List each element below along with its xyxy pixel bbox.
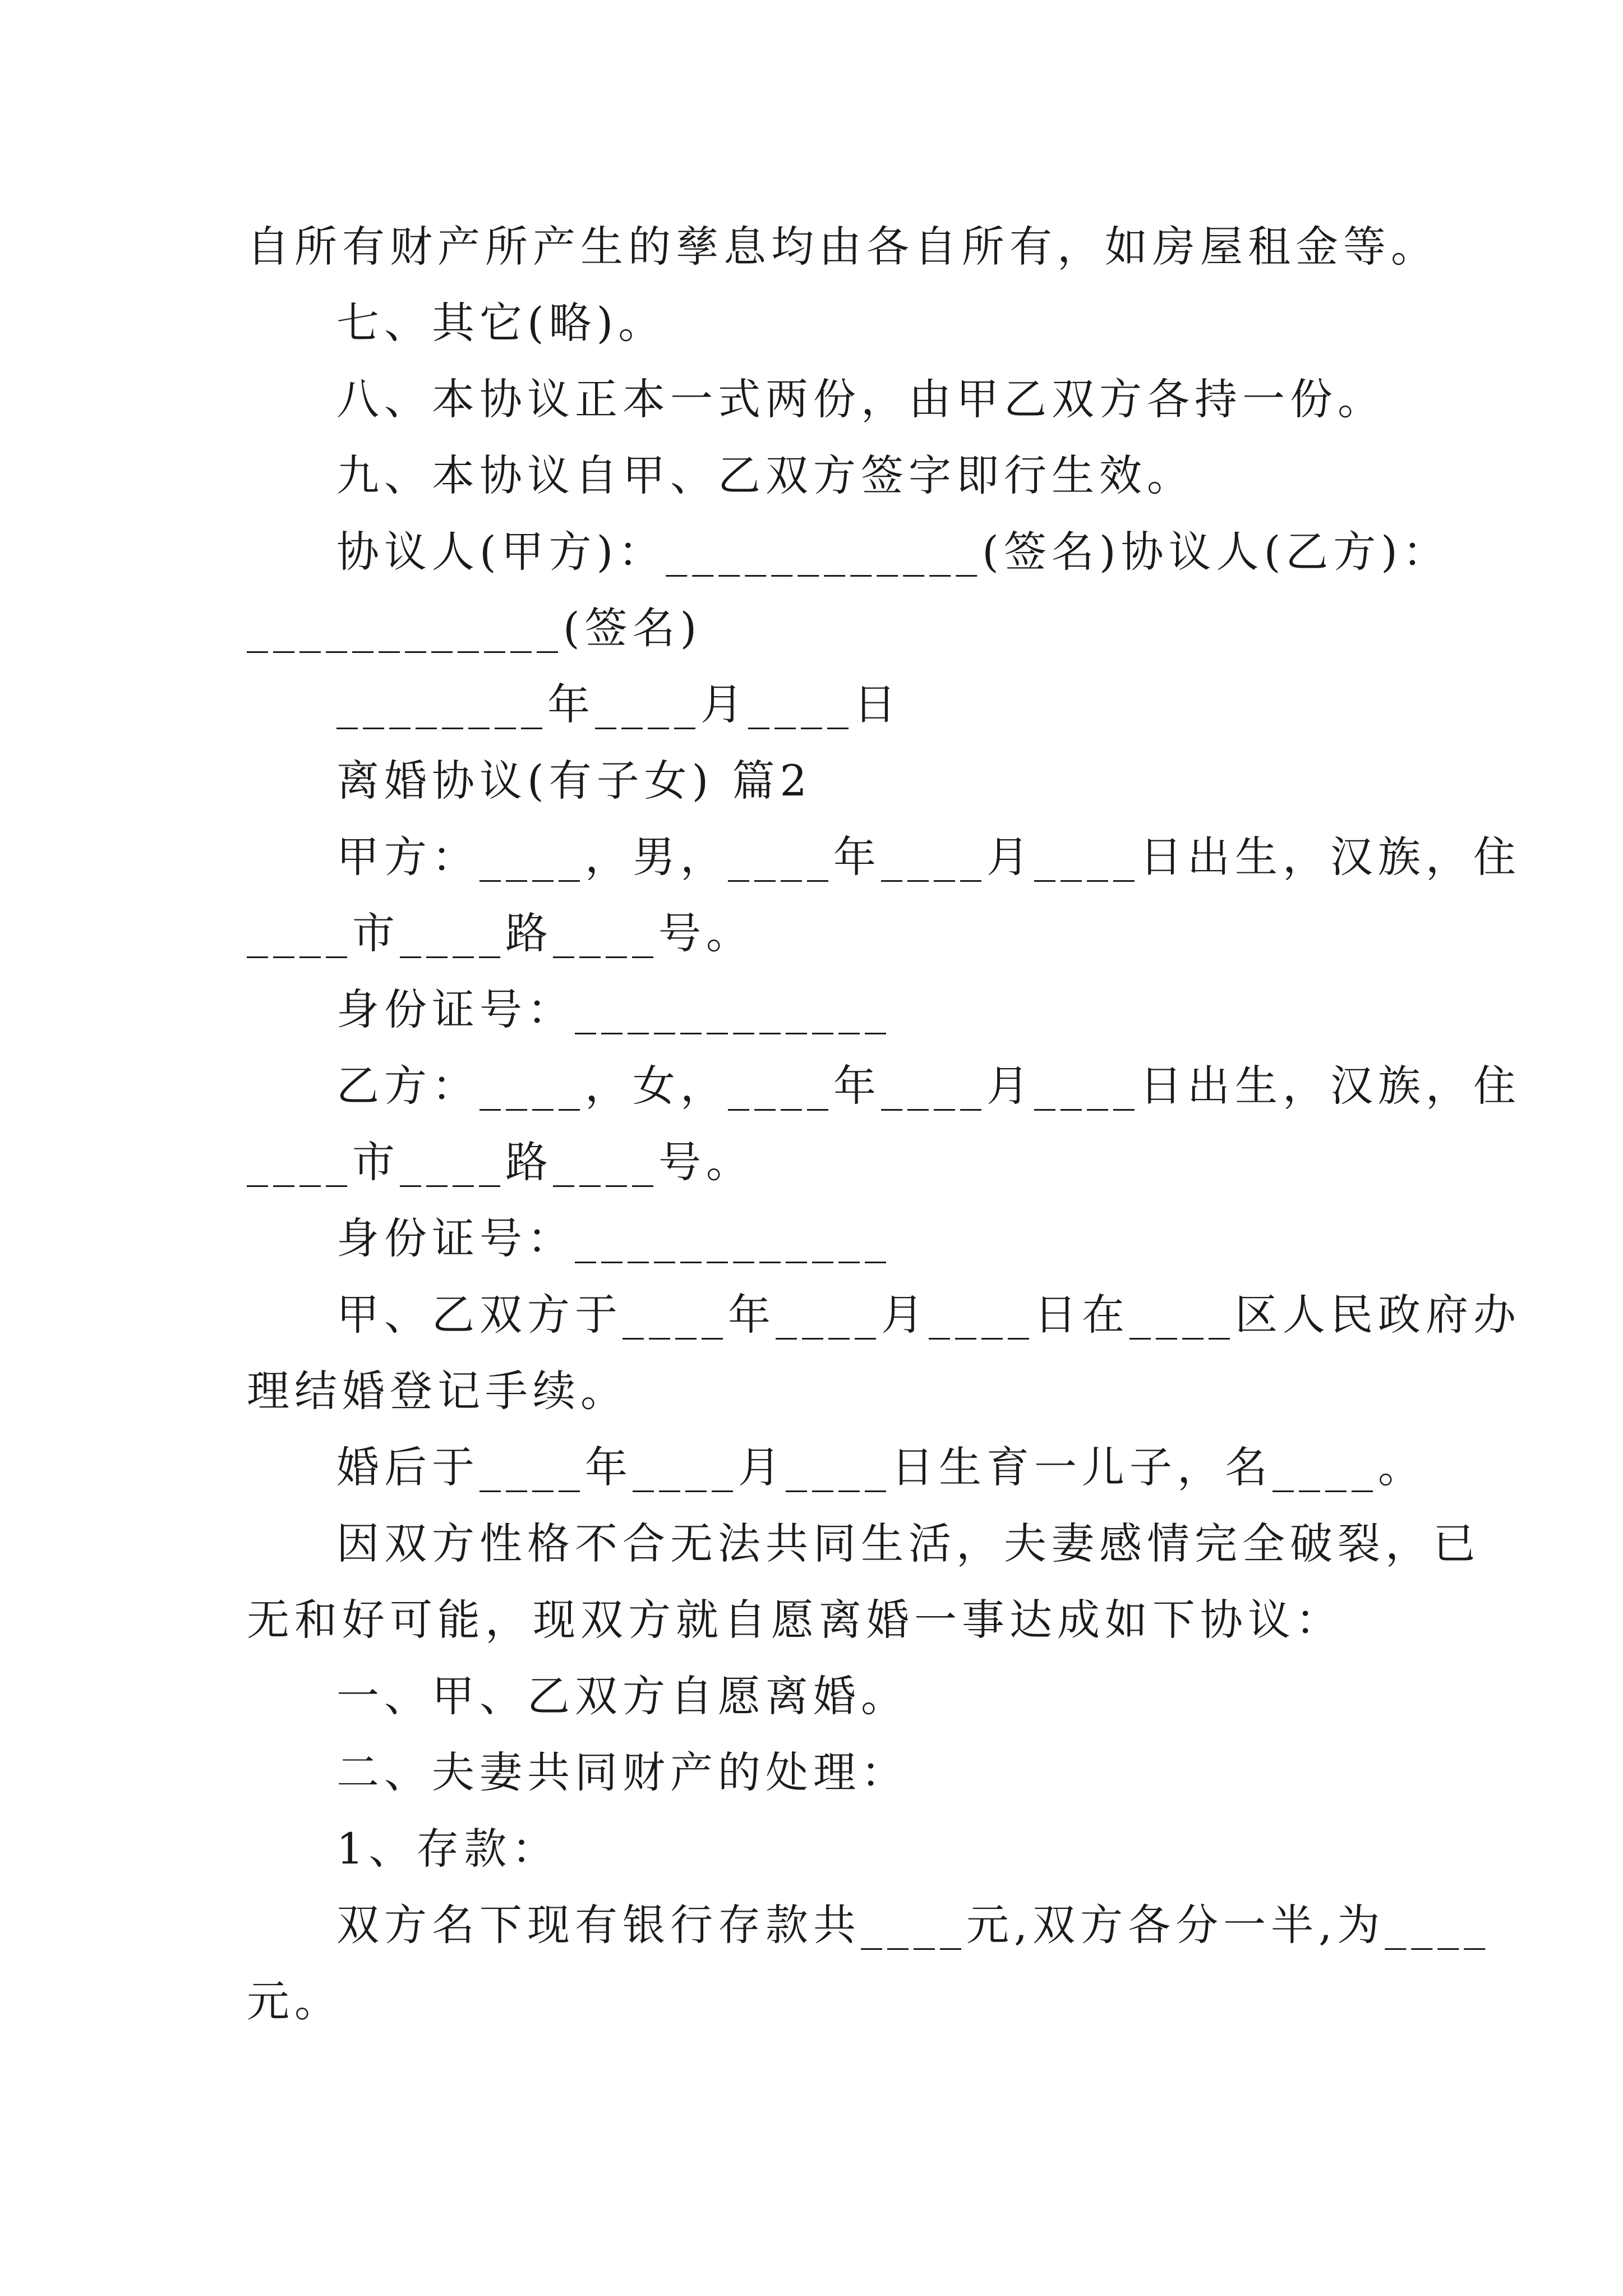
paragraph-line: 无和好可能，现双方就自愿离婚一事达成如下协议： — [247, 1595, 1343, 1645]
paragraph-line: 婚后于____年____月____日生育一儿子，名____。 — [336, 1442, 1426, 1492]
paragraph-line: 甲、乙双方于____年____月____日在____区人民政府办 — [336, 1290, 1521, 1340]
paragraph-line: 甲方：____，男，____年____月____日出生，汉族，住 — [336, 832, 1521, 882]
paragraph-line: 自所有财产所产生的孳息均由各自所有，如房屋租金等。 — [247, 222, 1438, 272]
paragraph-line: 元。 — [247, 1976, 342, 2026]
paragraph-line: ____市____路____号。 — [247, 908, 754, 958]
paragraph-line: 身份证号：____________ — [336, 1213, 891, 1263]
paragraph-line: 身份证号：____________ — [336, 984, 891, 1034]
paragraph-line: 乙方：____，女，____年____月____日出生，汉族，住 — [336, 1061, 1521, 1111]
paragraph-line: ____市____路____号。 — [247, 1137, 754, 1187]
paragraph-line: 1、存款： — [336, 1824, 560, 1874]
paragraph-line: 九、本协议自甲、乙双方签字即行生效。 — [336, 450, 1195, 500]
section-title: 离婚协议(有子女) 篇2 — [336, 756, 812, 806]
date-line: ________年____月____日 — [336, 679, 901, 729]
paragraph-line: 八、本协议正本一式两份，由甲乙双方各持一份。 — [336, 374, 1385, 424]
paragraph-line: 二、夫妻共同财产的处理： — [336, 1747, 909, 1797]
paragraph-line: 七、其它(略)。 — [336, 298, 666, 348]
paragraph-line: 双方名下现有银行存款共____元,双方各分一半,为____ — [336, 1900, 1491, 1950]
paragraph-line: 因双方性格不合无法共同生活，夫妻感情完全破裂，已 — [336, 1519, 1481, 1568]
paragraph-line: 一、甲、乙双方自愿离婚。 — [336, 1671, 909, 1721]
signature-line: 协议人(甲方)：____________(签名)协议人(乙方)： — [336, 527, 1450, 577]
paragraph-line: 理结婚登记手续。 — [247, 1366, 628, 1416]
signature-line: ____________(签名) — [247, 603, 702, 653]
